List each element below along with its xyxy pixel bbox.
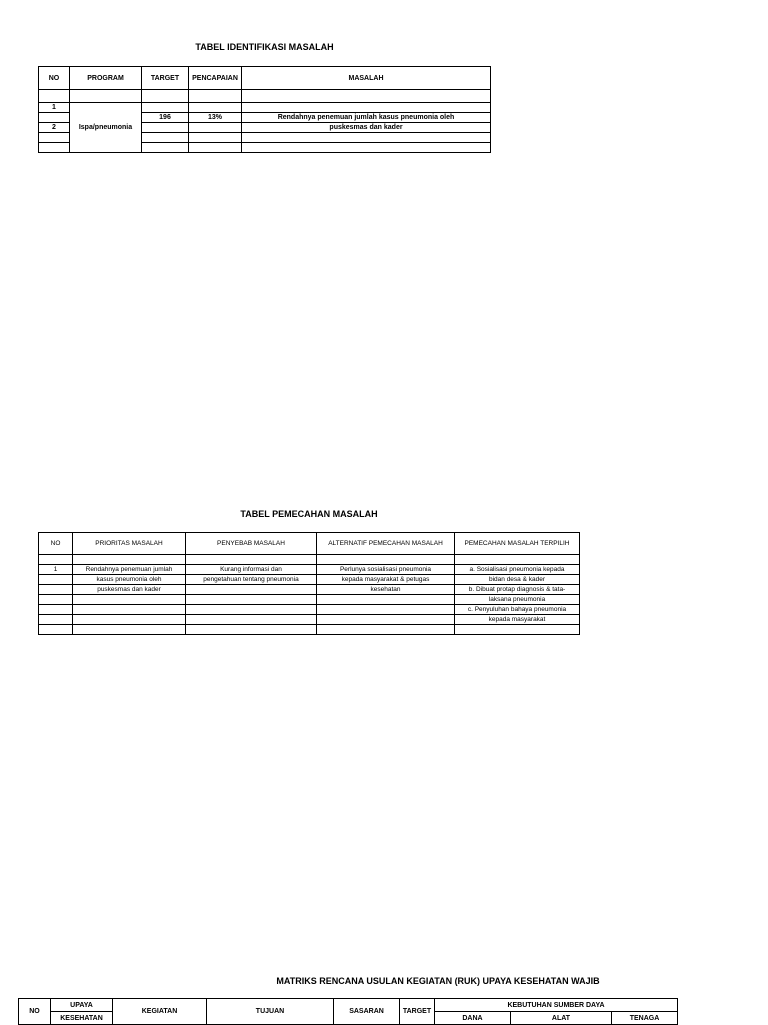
table-row	[39, 585, 580, 595]
header-tujuan: TUJUAN	[207, 999, 334, 1025]
header-penyebab: PENYEBAB MASALAH	[186, 533, 317, 555]
table-row	[39, 90, 491, 103]
table-header-row	[19, 999, 678, 1012]
header-kegiatan: KEGIATAN	[113, 999, 207, 1025]
table-header-row	[39, 67, 491, 90]
header-target: TARGET	[142, 67, 189, 90]
table-row	[39, 565, 580, 575]
terpilih-cell: bidan desa & kader	[455, 575, 580, 585]
terpilih-cell: c. Penyuluhan bahaya pneumonia	[455, 605, 580, 615]
program-cell: Ispa/pneumonia	[70, 103, 142, 153]
terpilih-cell: kepada masyarakat	[455, 615, 580, 625]
header-kebutuhan: KEBUTUHAN SUMBER DAYA	[435, 999, 678, 1012]
header-dana: DANA	[435, 1012, 511, 1025]
header-no: NO	[19, 999, 51, 1025]
prioritas-cell: kasus pneumonia oleh	[73, 575, 186, 585]
table-row	[39, 103, 491, 113]
table-row	[39, 625, 580, 635]
header-upaya: UPAYA	[51, 999, 113, 1012]
table3-title: MATRIKS RENCANA USULAN KEGIATAN (RUK) UPAYA KESEHATAN WAJIB	[276, 976, 600, 986]
pencapaian-cell: 13%	[189, 113, 242, 123]
pemecahan-masalah-table	[38, 532, 580, 635]
alternatif-cell: Perlunya sosialisasi pneumonia	[317, 565, 455, 575]
row-number: 1	[39, 565, 73, 575]
terpilih-cell: a. Sosialisasi pneumonia kepada	[455, 565, 580, 575]
table2-title: TABEL PEMECAHAN MASALAH	[240, 509, 378, 519]
ruk-matrix-table	[18, 998, 678, 1025]
target-cell: 196	[142, 113, 189, 123]
prioritas-cell: Rendahnya penemuan jumlah	[73, 565, 186, 575]
header-masalah: MASALAH	[242, 67, 491, 90]
header-prioritas: PRIORITAS MASALAH	[73, 533, 186, 555]
header-no: NO	[39, 67, 70, 90]
terpilih-cell: b. Dibuat protap diagnosis & tata-	[455, 585, 580, 595]
row-number: 2	[39, 123, 70, 133]
header-tenaga: TENAGA	[612, 1012, 678, 1025]
header-target: TARGET	[400, 999, 435, 1025]
header-no: NO	[39, 533, 73, 555]
prioritas-cell: puskesmas dan kader	[73, 585, 186, 595]
penyebab-cell: pengetahuan tentang pneumonia	[186, 575, 317, 585]
terpilih-cell: laksana pneumonia	[455, 595, 580, 605]
table-row	[39, 605, 580, 615]
table-header-row	[39, 533, 580, 555]
header-program: PROGRAM	[70, 67, 142, 90]
header-upaya-cont: KESEHATAN	[51, 1012, 113, 1025]
header-alternatif: ALTERNATIF PEMECAHAN MASALAH	[317, 533, 455, 555]
table-row	[39, 595, 580, 605]
table-row	[39, 615, 580, 625]
identifikasi-masalah-table	[38, 66, 491, 153]
masalah-cell-cont: puskesmas dan kader	[242, 123, 491, 133]
row-number: 1	[39, 103, 70, 113]
masalah-cell: Rendahnya penemuan jumlah kasus pneumonia oleh	[242, 113, 491, 123]
header-pencapaian: PENCAPAIAN	[189, 67, 242, 90]
header-sasaran: SASARAN	[334, 999, 400, 1025]
header-terpilih: PEMECAHAN MASALAH TERPILIH	[455, 533, 580, 555]
penyebab-cell: Kurang informasi dan	[186, 565, 317, 575]
table-row	[39, 555, 580, 565]
alternatif-cell: kesehatan	[317, 585, 455, 595]
header-alat: ALAT	[511, 1012, 612, 1025]
table1-title: TABEL IDENTIFIKASI MASALAH	[195, 42, 334, 52]
table-row	[39, 575, 580, 585]
alternatif-cell: kepada masyarakat & petugas	[317, 575, 455, 585]
